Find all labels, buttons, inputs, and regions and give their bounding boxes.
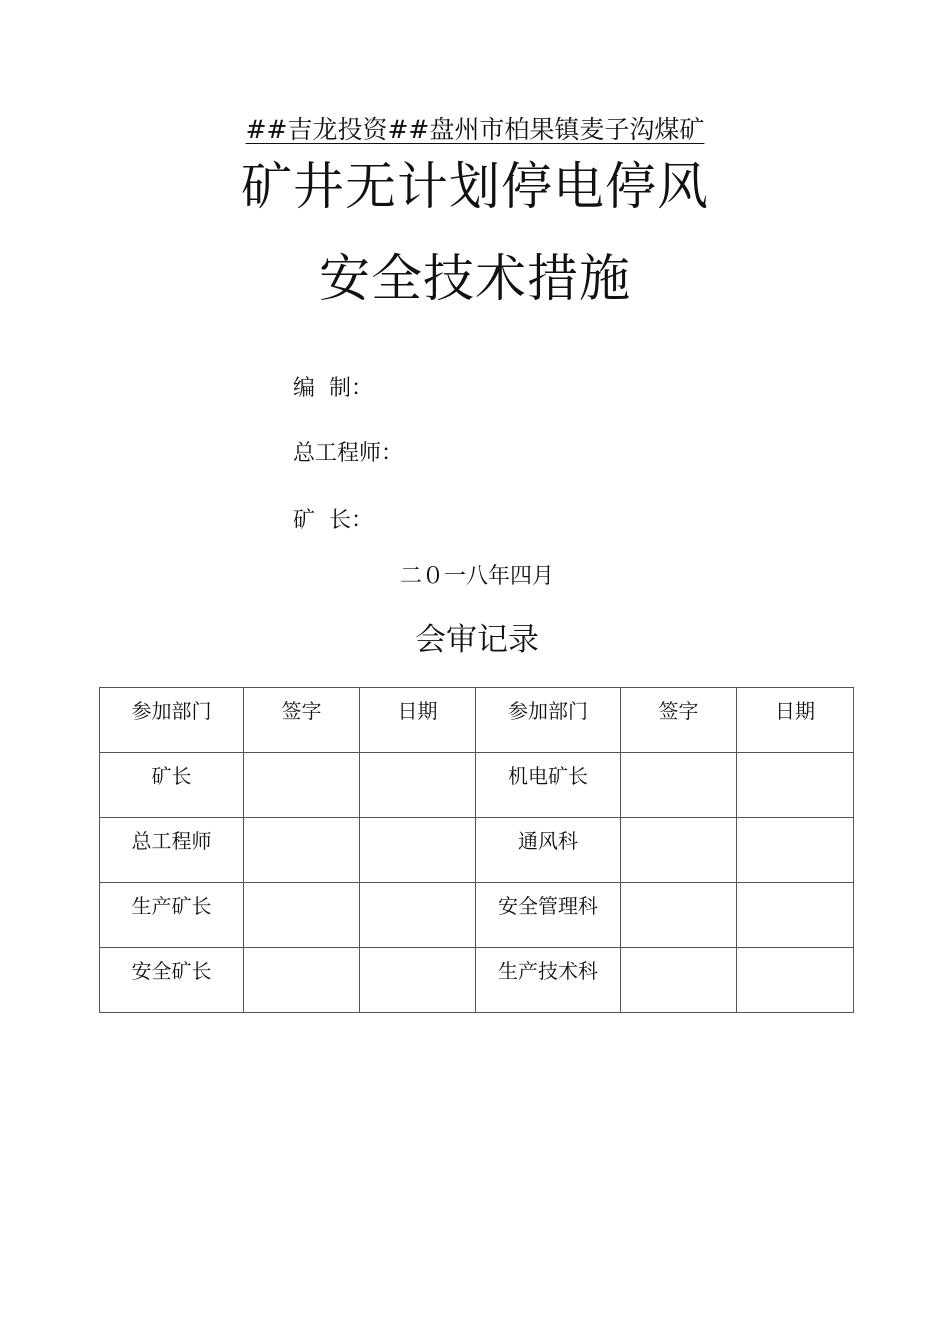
- date-cell: [360, 818, 476, 883]
- department-cell: 总工程师: [100, 818, 244, 883]
- date-cell: [737, 753, 854, 818]
- signature-cell: [621, 753, 737, 818]
- table-row: [100, 948, 854, 1013]
- date-cell: [360, 753, 476, 818]
- date-cell: [360, 883, 476, 948]
- header-cell-signature: 签字: [244, 688, 360, 753]
- date-cell: [737, 948, 854, 1013]
- signature-cell: [244, 948, 360, 1013]
- header-cell-department: 参加部门: [100, 688, 244, 753]
- header-cell-date: 日期: [737, 688, 854, 753]
- signature-cell: [621, 818, 737, 883]
- signature-cell: [244, 883, 360, 948]
- document-date: 二０一八年四月: [399, 564, 554, 589]
- signature-mine-director-label: 矿 长：: [293, 508, 373, 533]
- table-header-row: [100, 688, 854, 753]
- date-cell: [737, 883, 854, 948]
- organization-line: [0, 112, 950, 148]
- signature-compiler-label: 编 制：: [293, 376, 373, 401]
- department-cell: 安全矿长: [100, 948, 244, 1013]
- signature-chief-engineer-label: 总工程师：: [293, 441, 404, 466]
- review-record-table: [99, 687, 854, 1013]
- table-row: [100, 883, 854, 948]
- header-cell-department: 参加部门: [476, 688, 621, 753]
- department-cell: 矿长: [100, 753, 244, 818]
- department-cell: 安全管理科: [476, 883, 621, 948]
- signature-cell: [621, 948, 737, 1013]
- department-cell: 生产技术科: [476, 948, 621, 1013]
- department-cell: 机电矿长: [476, 753, 621, 818]
- department-cell: 生产矿长: [100, 883, 244, 948]
- signature-cell: [244, 753, 360, 818]
- header-cell-signature: 签字: [621, 688, 737, 753]
- department-cell: 通风科: [476, 818, 621, 883]
- date-cell: [360, 948, 476, 1013]
- document-title-line-2: 安全技术措施: [318, 250, 631, 309]
- review-record-title: 会审记录: [415, 622, 539, 658]
- document-title-line-1: 矿井无计划停电停风: [240, 158, 709, 217]
- date-cell: [737, 818, 854, 883]
- table-row: [100, 818, 854, 883]
- signature-cell: [621, 883, 737, 948]
- organization-name: ##吉龙投资##盘州市柏果镇麦子沟煤矿: [245, 115, 705, 144]
- table-row: [100, 753, 854, 818]
- signature-cell: [244, 818, 360, 883]
- header-cell-date: 日期: [360, 688, 476, 753]
